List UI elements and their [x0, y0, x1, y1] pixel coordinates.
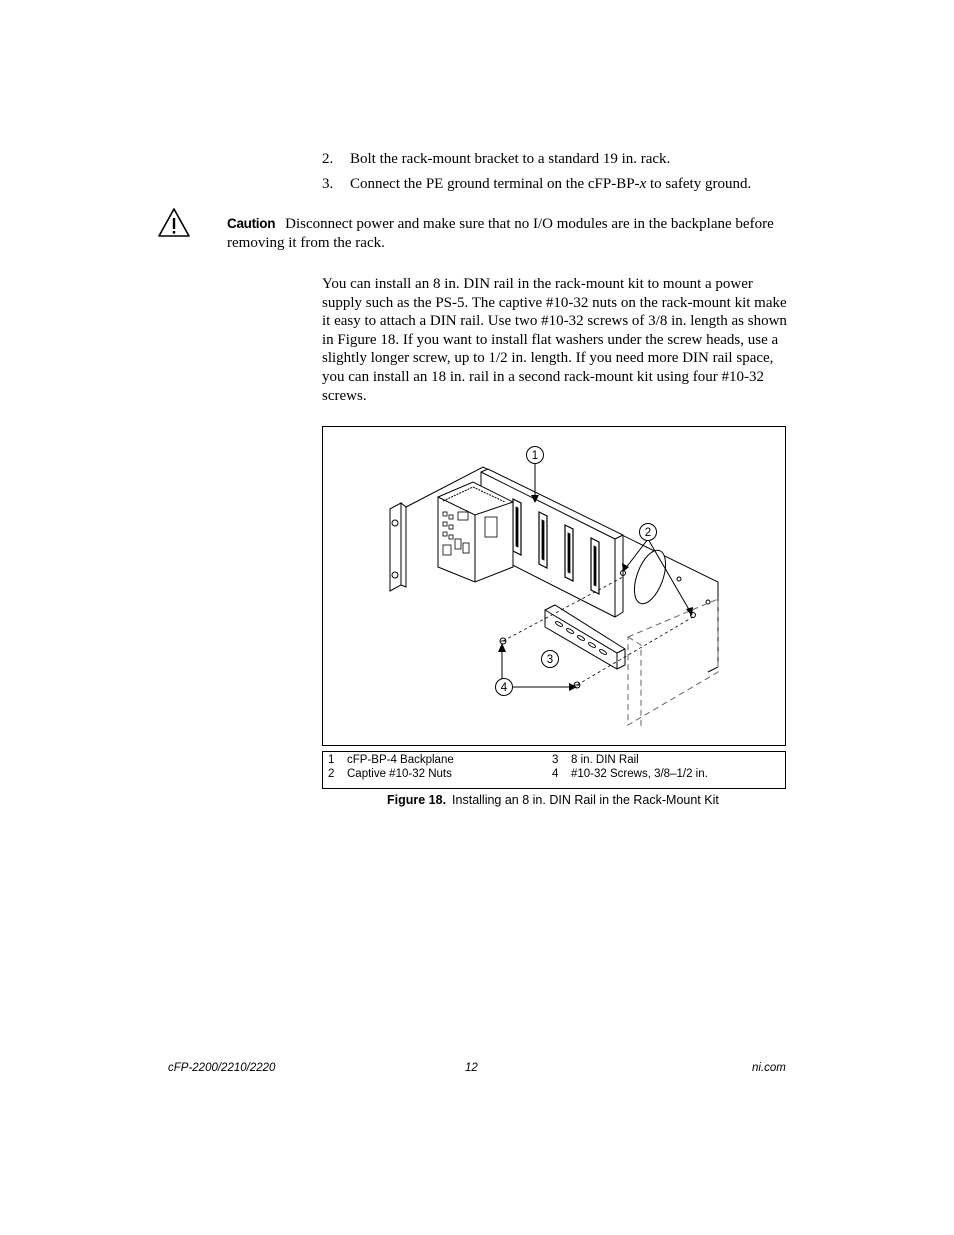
- step-text-part: Connect the PE ground terminal on the cFP-BP-: [350, 176, 640, 192]
- legend-num: 3: [552, 754, 559, 766]
- legend-text: 8 in. DIN Rail: [571, 754, 639, 766]
- step-text: [350, 175, 751, 194]
- caption-text: Installing an 8 in. DIN Rail in the Rack-Mount Kit: [452, 793, 719, 807]
- body-paragraph: You can install an 8 in. DIN rail in the rack-mount kit to mount a power supply such as the PS-5. The captive #10-32 nuts on the rack-mount kit make it easy to attach a DIN rail. Use two #10-32 screws of 3/8 in. length as shown in Figure 18. If you want to install flat washers under the screw heads, use a slightly longer screw, up to 1/2 in. length. If you need more DIN rail space, you can install an 18 in. rail in a second rack-mount kit using four #10-32 screws.: [322, 276, 787, 404]
- legend-num: 4: [552, 768, 559, 780]
- step-text-part: to safety ground.: [646, 176, 752, 192]
- callout-3: 3: [546, 654, 554, 666]
- figure-legend: [322, 751, 786, 789]
- legend-num: 1: [328, 754, 335, 766]
- footer-doc-id: cFP-2200/2210/2220: [168, 1062, 276, 1074]
- step-text: Bolt the rack-mount bracket to a standard 19 in. rack.: [350, 151, 671, 167]
- callout-2: 2: [644, 527, 652, 539]
- footer-site-link[interactable]: ni.com: [752, 1062, 786, 1074]
- callout-1: 1: [531, 450, 539, 462]
- legend-text: cFP-BP-4 Backplane: [347, 754, 454, 766]
- rack-mount-illustration: [323, 427, 785, 745]
- legend-text: #10-32 Screws, 3/8–1/2 in.: [571, 768, 708, 780]
- caption-label: Figure 18.: [387, 793, 447, 807]
- caution-body: Disconnect power and make sure that no I/O modules are in the backplane before removing it from the rack.: [227, 216, 774, 251]
- caution-label: Caution: [227, 216, 276, 231]
- footer-page-number: 12: [465, 1062, 478, 1074]
- caution-note: [227, 215, 792, 252]
- step-number: 2.: [322, 151, 334, 167]
- legend-num: 2: [328, 768, 335, 780]
- figure-caption: [387, 793, 719, 807]
- callout-4: 4: [500, 682, 508, 694]
- legend-text: Captive #10-32 Nuts: [347, 768, 452, 780]
- figure-18: [322, 426, 786, 746]
- step-text-italic: x: [639, 176, 647, 192]
- warning-triangle-icon: [157, 207, 191, 239]
- step-number: 3.: [322, 176, 334, 192]
